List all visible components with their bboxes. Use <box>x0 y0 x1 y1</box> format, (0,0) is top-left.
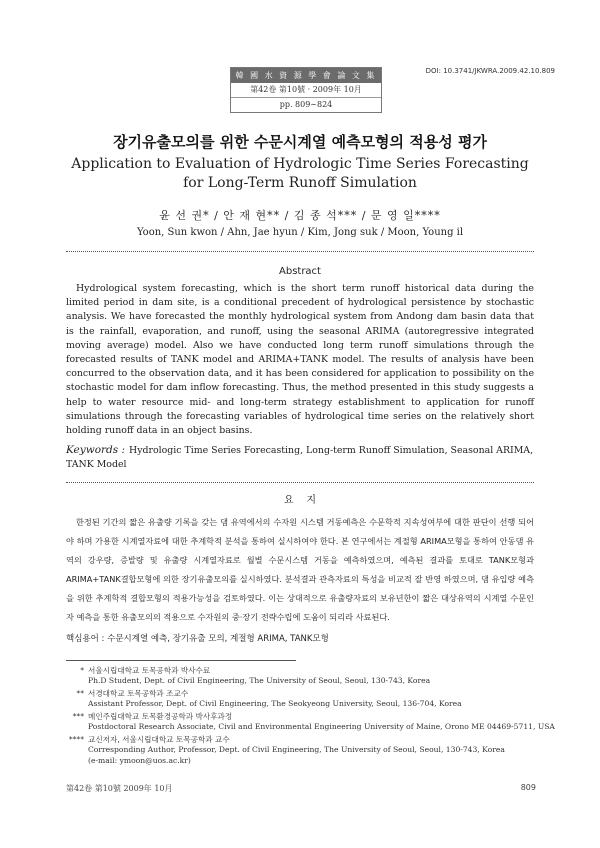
title-korean: 장기유출모의를 위한 수문시계열 예측모형의 적용성 평가 <box>113 133 487 151</box>
footnote-mark: ** <box>76 689 84 698</box>
divider <box>66 251 534 252</box>
footnote-en: Corresponding Author, Professor, Dept. of Civil Engineering, The University of Seoul, Seoul, 130-743, Korea <box>88 745 505 755</box>
footnote-en: Ph.D Student, Dept. of Civil Engineering, The University of Seoul, Seoul, 130-743, Korea <box>88 676 431 686</box>
footnote-mark: **** <box>68 735 84 744</box>
footer-issue: 第42卷 第10號 2009年 10月 <box>66 784 173 793</box>
footnote-en: Postdoctoral Research Associate, Civil and Environmental Engineering University of Maine, Orono ME 04469-5711, USA <box>88 722 555 732</box>
footnote-mark: * <box>80 666 84 675</box>
footnote <box>66 689 556 710</box>
footnote <box>66 712 556 733</box>
journal-volume: 第42卷 第10號 · 2009年 10月 <box>231 83 381 98</box>
journal-info-box <box>230 67 382 113</box>
abstract-text: Hydrological system forecasting, which is the short term runoff historical data during the limited period in dam site, is a conditional precedent of hydrological persistence by stochastic analysis. We have forecasted the monthly hydrological system from Andong dam basin data that is the rainfall, evaporation, and runoff, using the seasonal ARIMA (autoregressive integrated moving average) model. Also we have conducted long term runoff simulations through the forecasted results of TANK model and ARIMA+TANK model. The results of analysis have been concurred to the observation data, and it has been considered for application to possibility on the stochastic model for dam inflow forecasting. Thus, the method presented in this study suggests a help to water resource mid- and long-term strategy establishment to application for runoff simulations through the forecasting variables of hydrological time series on the relatively short holding runoff data in an object basins. <box>66 283 534 437</box>
divider <box>66 482 534 483</box>
page-number: 809 <box>520 783 536 792</box>
keywords-text: Hydrologic Time Series Forecasting, Long-term Runoff Simulation, Seasonal ARIMA, TANK Model <box>66 445 534 470</box>
footnote-mark: *** <box>72 712 84 721</box>
doi: DOI: 10.3741/JKWRA.2009.42.10.809 <box>425 67 555 75</box>
summary-heading: 요 지 <box>283 495 317 506</box>
abstract-heading: Abstract <box>279 266 321 277</box>
page-footer <box>66 783 536 794</box>
footnote-ko: 메인주립대학교 토목환경공학과 박사후과정 <box>88 712 233 721</box>
footnote <box>66 666 556 687</box>
title-english: Application to Evaluation of Hydrologic Time Series Forecasting for Long-Term Runoff Simulation <box>71 156 529 191</box>
keywords-korean: 핵심용어 : 수문시계열 예측, 장기유출 모의, 계절형 ARIMA, TANK모형 <box>66 634 329 644</box>
summary-text: 한정된 기간의 짧은 유출량 기록을 갖는 댐 유역에서의 수자원 시스템 거동예측은 수문학적 지속성여부에 대한 판단이 선행 되어야 하며 가용한 시계열자료에 대한 추계학적 분석을 통하여 실시하여야 한다. 본 연구에서는 계절형 ARIMA모형을 통하여 안동댐 유역의 강우량, 증발량 및 유출량 시계열자료로 월별 수문시스템 거동을 예측하였으며, 예측된 결과를 토대로 TANK모형과 ARIMA+TANK결합모형에 의한 장기유출모의를 실시하였다. 분석결과 관측자료의 특성을 비교적 잘 반영 하였으며, 댐 유입량 예측을 위한 추계학적 결합모형의 적용가능성을 검토하였다. 이는 상대적으로 유출량자료의 보유년한이 짧은 대상유역의 시계열 수문인자 예측을 통한 유출모의의 적용으로 수자원의 중·장기 전략수립에 도움이 되리라 사료된다. <box>66 517 534 622</box>
authors-korean: 윤 선 권* / 안 재 현** / 김 종 석*** / 문 영 일**** <box>159 209 441 222</box>
footnote-en: Assistant Professor, Dept. of Civil Engineering, The Seokyeong University, Seoul, 136-704, Korea <box>88 699 462 709</box>
keywords <box>66 443 534 472</box>
footnote-ko: 교신저자, 서울시립대학교 토목공학과 교수 <box>88 735 230 744</box>
footnote-email: (e-mail: ymoon@uos.ac.kr) <box>88 755 191 765</box>
journal-name: 韓 國 水 資 源 學 會 論 文 集 <box>231 68 381 83</box>
footnote <box>66 735 556 766</box>
journal-pages: pp. 809∼824 <box>279 100 333 109</box>
footnote-ko: 서울시립대학교 토목공학과 박사수료 <box>88 666 211 675</box>
keywords-label: Keywords : <box>66 444 126 456</box>
authors-english: Yoon, Sun kwon / Ahn, Jae hyun / Kim, Jong suk / Moon, Young il <box>136 227 464 238</box>
footnote-rule <box>66 660 296 661</box>
footnote-ko: 서경대학교 토목공학과 조교수 <box>88 689 189 698</box>
